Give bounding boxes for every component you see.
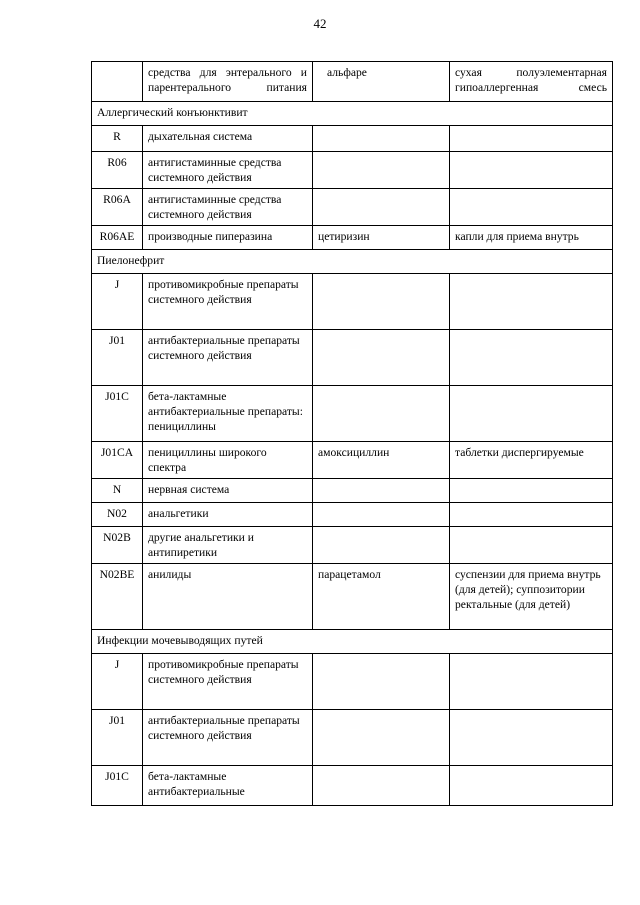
form-cell	[450, 654, 613, 710]
group-cell: противомикробные препараты системного действия	[143, 654, 313, 710]
group-cell: средства для энтерального и парентерального питания	[143, 62, 313, 102]
form-cell	[450, 189, 613, 226]
atc-code-cell: J01	[92, 330, 143, 386]
table-row	[92, 503, 613, 527]
section-title: Инфекции мочевыводящих путей	[92, 630, 613, 654]
group-cell: анальгетики	[143, 503, 313, 527]
group-cell: антигистаминные средства системного действия	[143, 189, 313, 226]
group-cell: бета-лактамные антибактериальные	[143, 766, 313, 806]
table-row	[92, 527, 613, 564]
group-cell: анилиды	[143, 564, 313, 630]
form-cell	[450, 527, 613, 564]
group-cell: производные пиперазина	[143, 226, 313, 250]
atc-code-cell: R06AE	[92, 226, 143, 250]
table-row	[92, 766, 613, 806]
drug-cell: цетиризин	[313, 226, 450, 250]
form-cell	[450, 766, 613, 806]
drug-cell: парацетамол	[313, 564, 450, 630]
group-cell: другие анальгетики и антипиретики	[143, 527, 313, 564]
group-cell: антибактериальные препараты системного действия	[143, 710, 313, 766]
section-title: Пиелонефрит	[92, 250, 613, 274]
form-cell	[450, 710, 613, 766]
form-cell	[450, 479, 613, 503]
atc-code-cell: R06A	[92, 189, 143, 226]
form-cell	[450, 503, 613, 527]
atc-code-cell: N	[92, 479, 143, 503]
atc-code-cell: N02	[92, 503, 143, 527]
group-cell: антигистаминные средства системного действия	[143, 152, 313, 189]
table-row	[92, 479, 613, 503]
table-row	[92, 330, 613, 386]
table-row	[92, 274, 613, 330]
group-cell: бета-лактамные антибактериальные препараты: пенициллины	[143, 386, 313, 442]
form-cell	[450, 386, 613, 442]
drug-cell: альфаре	[313, 62, 450, 102]
group-cell: нервная система	[143, 479, 313, 503]
table-row	[92, 226, 613, 250]
drug-cell	[313, 710, 450, 766]
form-cell: таблетки диспергируемые	[450, 442, 613, 479]
table-row	[92, 152, 613, 189]
form-cell: сухая полуэлементарная гипоаллергенная смесь	[450, 62, 613, 102]
form-cell: капли для приема внутрь	[450, 226, 613, 250]
group-cell: антибактериальные препараты системного действия	[143, 330, 313, 386]
atc-code-cell: J	[92, 274, 143, 330]
drug-cell	[313, 654, 450, 710]
page-number: 42	[313, 16, 327, 31]
section-title: Аллергический конъюнктивит	[92, 102, 613, 126]
drug-cell: амоксициллин	[313, 442, 450, 479]
drug-cell	[313, 503, 450, 527]
table-row	[92, 654, 613, 710]
table-row	[92, 62, 613, 102]
atc-code-cell: J01C	[92, 766, 143, 806]
atc-code-cell: J01C	[92, 386, 143, 442]
table-row	[92, 564, 613, 630]
atc-code-cell: J01	[92, 710, 143, 766]
atc-code-cell: J01CA	[92, 442, 143, 479]
drug-cell	[313, 527, 450, 564]
atc-code-cell: N02BE	[92, 564, 143, 630]
medication-table	[91, 61, 613, 806]
group-cell: пенициллины широкого спектра	[143, 442, 313, 479]
form-cell: суспензии для приема внутрь (для детей); суппозитории ректальные (для детей)	[450, 564, 613, 630]
section-header-row	[92, 630, 613, 654]
form-cell	[450, 274, 613, 330]
table-row	[92, 442, 613, 479]
drug-cell	[313, 330, 450, 386]
table-row	[92, 386, 613, 442]
atc-code-cell: R06	[92, 152, 143, 189]
drug-cell	[313, 479, 450, 503]
form-cell	[450, 330, 613, 386]
atc-code-cell: J	[92, 654, 143, 710]
drug-cell	[313, 189, 450, 226]
atc-code-cell: R	[92, 126, 143, 152]
form-cell	[450, 152, 613, 189]
table-row	[92, 710, 613, 766]
atc-code-cell	[92, 62, 143, 102]
group-cell: противомикробные препараты системного действия	[143, 274, 313, 330]
atc-code-cell: N02B	[92, 527, 143, 564]
drug-cell	[313, 274, 450, 330]
section-header-row	[92, 102, 613, 126]
section-header-row	[92, 250, 613, 274]
form-cell	[450, 126, 613, 152]
drug-cell	[313, 766, 450, 806]
table-row	[92, 126, 613, 152]
drug-cell	[313, 152, 450, 189]
table-row	[92, 189, 613, 226]
drug-cell	[313, 126, 450, 152]
drug-cell	[313, 386, 450, 442]
group-cell: дыхательная система	[143, 126, 313, 152]
